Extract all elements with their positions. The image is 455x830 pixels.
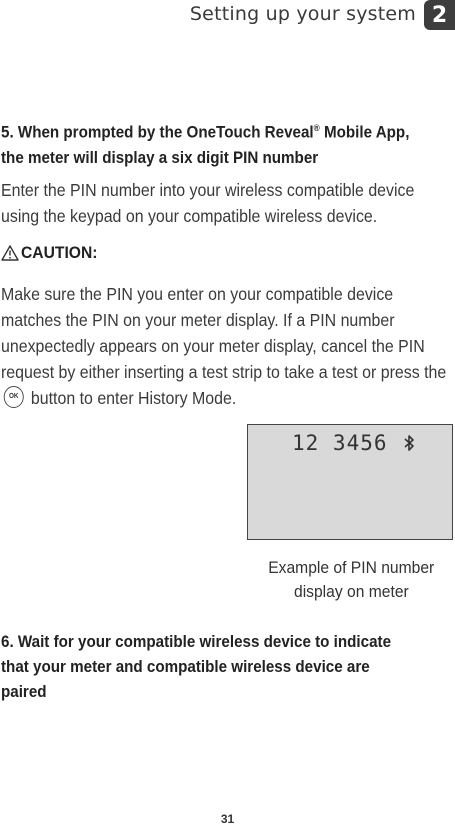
caution-body: [1, 281, 447, 411]
page-header: [190, 0, 455, 30]
caption-line-2: display on meter: [293, 582, 409, 601]
caution-text-end: button to enter History Mode.: [30, 388, 237, 408]
warning-icon: [1, 245, 19, 261]
ok-button-icon: OK: [4, 386, 24, 408]
caption-line-1: Example of PIN number: [267, 558, 435, 577]
chapter-tab: 2: [424, 0, 455, 30]
caution-text: Make sure the PIN you enter on your compatible device matches the PIN on your meter display. If a PIN number unexpectedly appears on your meter display, cancel the PIN request by either inserting a test strip to take a test or press the: [1, 284, 447, 382]
bluetooth-icon: [403, 434, 415, 452]
meter-display: [247, 424, 453, 540]
caution-heading: [1, 243, 104, 263]
step-5-heading-text: 5. When prompted by the OneTouch Reveal: [1, 123, 314, 142]
pin-number: 12 3456: [292, 431, 388, 455]
registered-mark: ®: [313, 123, 320, 133]
page-number: 31: [220, 812, 235, 826]
section-title: Setting up your system: [189, 3, 416, 25]
meter-caption: [247, 556, 455, 604]
caution-label: CAUTION:: [21, 243, 98, 262]
step-5-heading: [1, 116, 417, 171]
step-5-heading-text-continued: Mobile App, the meter will display a six digit PIN number: [1, 123, 410, 167]
step-5-body: Enter the PIN number into your wireless compatible device using the keypad on your compatible wireless device.: [1, 180, 415, 226]
step-6-heading: 6. Wait for your compatible wireless device to indicate that your meter and compatible wireless device are paired: [1, 633, 392, 701]
